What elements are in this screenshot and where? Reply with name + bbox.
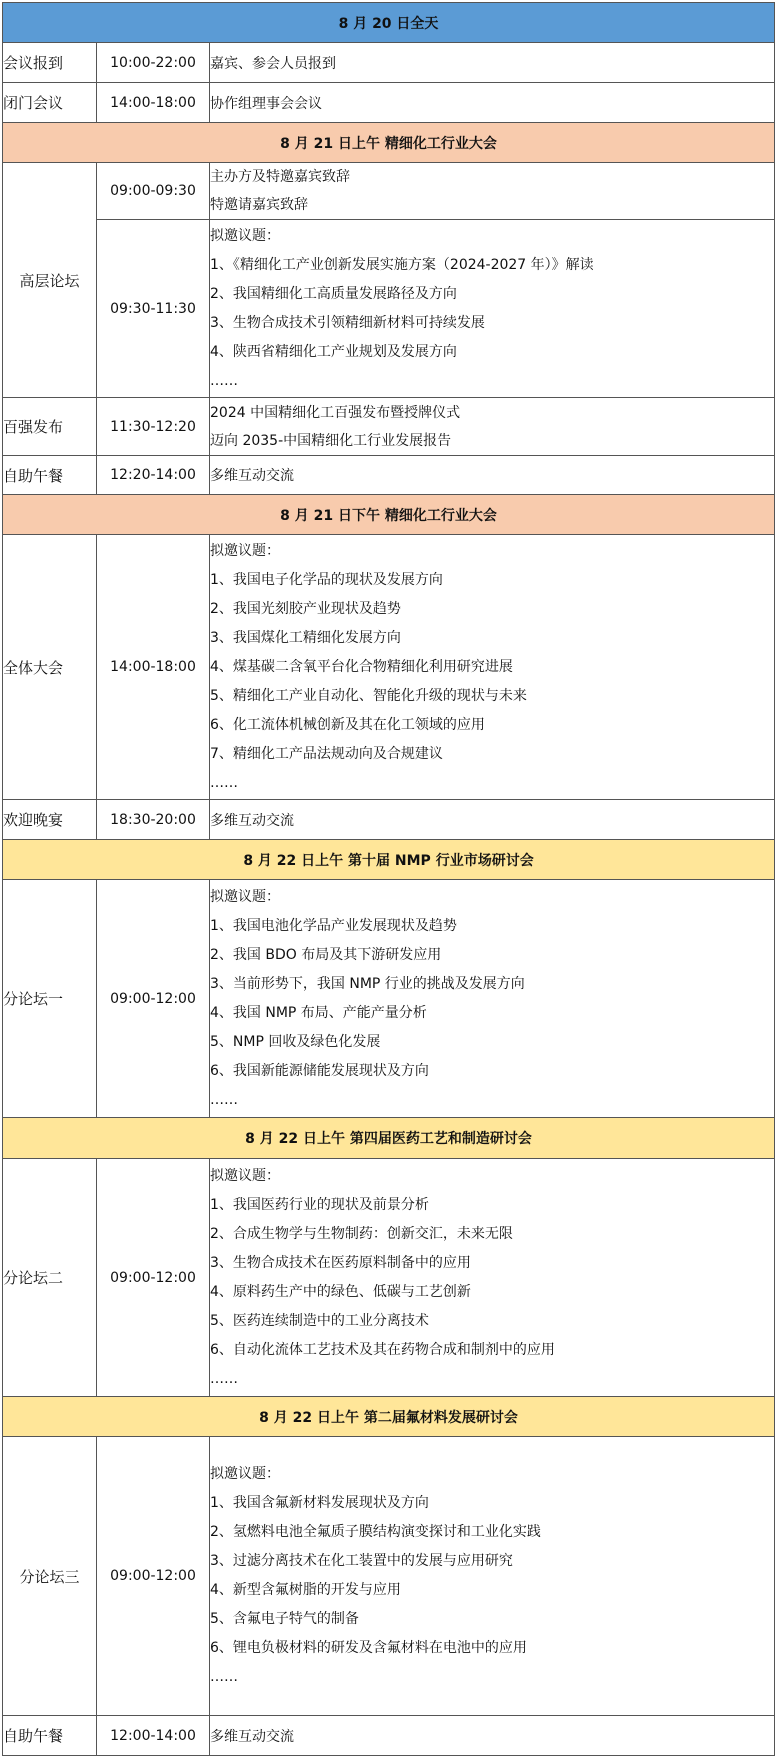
- content-line: 3、生物合成技术在医药原料制备中的应用: [210, 1254, 471, 1271]
- section-header: [3, 1397, 775, 1437]
- session-label: 自助午餐: [3, 1716, 97, 1756]
- content-line: 1、《精细化工产业创新发展实施方案（2024-2027 年）》解读: [210, 256, 594, 273]
- content-line: 3、当前形势下，我国 NMP 行业的挑战及发展方向: [210, 975, 525, 992]
- session-time: 09:00-12:00: [97, 880, 210, 1118]
- agenda-row: [3, 1716, 775, 1756]
- content-line: 5、含氟电子特气的制备: [210, 1611, 359, 1627]
- session-content: [210, 220, 775, 398]
- section-title: 8 月 21 日下午 精细化工行业大会: [3, 495, 775, 535]
- session-label: 百强发布: [3, 398, 97, 456]
- content-line: 4、陕西省精细化工产业规划及发展方向: [210, 343, 457, 360]
- content-line: 4、原料药生产中的绿色、低碳与工艺创新: [210, 1283, 471, 1300]
- section-title: 8 月 21 日上午 精细化工行业大会: [3, 123, 775, 163]
- content-line: ……: [210, 1669, 238, 1685]
- session-label: 分论坛一: [3, 880, 97, 1118]
- content-line: 迈向 2035-中国精细化工行业发展报告: [210, 432, 452, 449]
- topics-heading: 拟邀议题：: [210, 542, 280, 559]
- content-line: 3、我国煤化工精细化发展方向: [210, 629, 401, 646]
- content-line: 4、我国 NMP 布局、产能产量分析: [210, 1004, 427, 1021]
- session-content: [210, 1716, 775, 1756]
- session-time: 18:30-20:00: [97, 800, 210, 840]
- session-content: [210, 1159, 775, 1397]
- content-line: ……: [210, 1370, 238, 1387]
- session-time: 09:00-12:00: [97, 1159, 210, 1397]
- content-line: 2、我国 BDO 布局及其下游研发应用: [210, 946, 442, 963]
- section-title: 8 月 22 日上午 第四届医药工艺和制造研讨会: [3, 1118, 775, 1159]
- section-header: [3, 840, 775, 880]
- session-label: 欢迎晚宴: [3, 800, 97, 840]
- session-content: [210, 535, 775, 800]
- content-line: 6、自动化流体工艺技术及其在药物合成和制剂中的应用: [210, 1341, 555, 1358]
- agenda-row: [3, 43, 775, 83]
- session-time: 09:30-11:30: [97, 220, 210, 398]
- content-line: 4、新型含氟树脂的开发与应用: [210, 1582, 401, 1598]
- session-content: [210, 1437, 775, 1716]
- content-line: 协作组理事会会议: [210, 95, 322, 112]
- section-header: [3, 1118, 775, 1159]
- content-line: 3、过滤分离技术在化工装置中的发展与应用研究: [210, 1553, 513, 1569]
- agenda-row: [3, 800, 775, 840]
- section-title: 8 月 22 日上午 第十届 NMP 行业市场研讨会: [3, 840, 775, 880]
- content-line: 嘉宾、参会人员报到: [210, 55, 336, 72]
- section-header: [3, 495, 775, 535]
- session-time: 11:30-12:20: [97, 398, 210, 456]
- session-label: 高层论坛: [3, 163, 97, 398]
- topics-heading: 拟邀议题：: [210, 227, 280, 244]
- topics-heading: 拟邀议题：: [210, 1466, 280, 1482]
- session-content: [210, 456, 775, 495]
- session-time: 10:00-22:00: [97, 43, 210, 83]
- session-label: 闭门会议: [3, 83, 97, 123]
- content-line: 2、合成生物学与生物制药：创新交汇，未来无限: [210, 1225, 513, 1242]
- session-content: [210, 880, 775, 1118]
- agenda-row: [3, 456, 775, 495]
- content-line: 2、我国精细化工高质量发展路径及方向: [210, 285, 457, 302]
- content-line: 7、精细化工产品法规动向及合规建议: [210, 745, 443, 762]
- section-title: 8 月 22 日上午 第二届氟材料发展研讨会: [3, 1397, 775, 1437]
- agenda-row: [3, 1159, 775, 1397]
- content-line: 主办方及特邀嘉宾致辞: [210, 169, 350, 185]
- content-line: 1、我国含氟新材料发展现状及方向: [210, 1495, 429, 1511]
- content-line: 4、煤基碳二含氧平台化合物精细化利用研究进展: [210, 658, 513, 675]
- content-line: 6、我国新能源储能发展现状及方向: [210, 1062, 429, 1079]
- content-line: 1、我国电子化学品的现状及发展方向: [210, 571, 443, 588]
- content-line: ……: [210, 372, 238, 389]
- agenda-row: [3, 880, 775, 1118]
- agenda-table: [2, 2, 775, 1756]
- session-time: 14:00-18:00: [97, 535, 210, 800]
- content-line: ……: [210, 1091, 238, 1108]
- topics-heading: 拟邀议题：: [210, 888, 280, 905]
- content-line: 多维互动交流: [210, 812, 294, 829]
- session-label: 自助午餐: [3, 456, 97, 495]
- session-label: 分论坛三: [3, 1437, 97, 1716]
- session-content: [210, 43, 775, 83]
- section-header: [3, 123, 775, 163]
- content-line: 6、化工流体机械创新及其在化工领域的应用: [210, 716, 485, 733]
- content-line: 2、我国光刻胶产业现状及趋势: [210, 600, 401, 617]
- content-line: 多维互动交流: [210, 468, 294, 484]
- agenda-row: [3, 535, 775, 800]
- session-time: 12:20-14:00: [97, 456, 210, 495]
- content-line: 5、医药连续制造中的工业分离技术: [210, 1312, 429, 1329]
- session-time: 09:00-12:00: [97, 1437, 210, 1716]
- session-content: [210, 398, 775, 456]
- content-line: 2024 中国精细化工百强发布暨授牌仪式: [210, 404, 461, 421]
- session-content: [210, 163, 775, 220]
- topics-heading: 拟邀议题：: [210, 1167, 280, 1184]
- content-line: ……: [210, 774, 238, 791]
- session-label: 分论坛二: [3, 1159, 97, 1397]
- content-line: 5、精细化工产业自动化、智能化升级的现状与未来: [210, 687, 527, 704]
- session-time: 09:00-09:30: [97, 163, 210, 220]
- session-time: 12:00-14:00: [97, 1716, 210, 1756]
- content-line: 5、NMP 回收及绿色化发展: [210, 1033, 381, 1050]
- agenda-row: [3, 1437, 775, 1716]
- agenda-row: [3, 398, 775, 456]
- content-line: 2、氢燃料电池全氟质子膜结构演变探讨和工业化实践: [210, 1524, 541, 1540]
- section-header: [3, 3, 775, 43]
- content-line: 1、我国电池化学品产业发展现状及趋势: [210, 917, 457, 934]
- content-line: 6、锂电负极材料的研发及含氟材料在电池中的应用: [210, 1640, 527, 1656]
- content-line: 3、生物合成技术引领精细新材料可持续发展: [210, 314, 485, 331]
- content-line: 1、我国医药行业的现状及前景分析: [210, 1196, 429, 1213]
- session-label: 全体大会: [3, 535, 97, 800]
- content-line: 多维互动交流: [210, 1728, 294, 1745]
- session-content: [210, 800, 775, 840]
- agenda-row: [3, 83, 775, 123]
- section-title: 8 月 20 日全天: [3, 3, 775, 43]
- session-content: [210, 83, 775, 123]
- content-line: 特邀请嘉宾致辞: [210, 197, 308, 213]
- agenda-row: [3, 163, 775, 220]
- session-label: 会议报到: [3, 43, 97, 83]
- agenda-row: [3, 220, 775, 398]
- session-time: 14:00-18:00: [97, 83, 210, 123]
